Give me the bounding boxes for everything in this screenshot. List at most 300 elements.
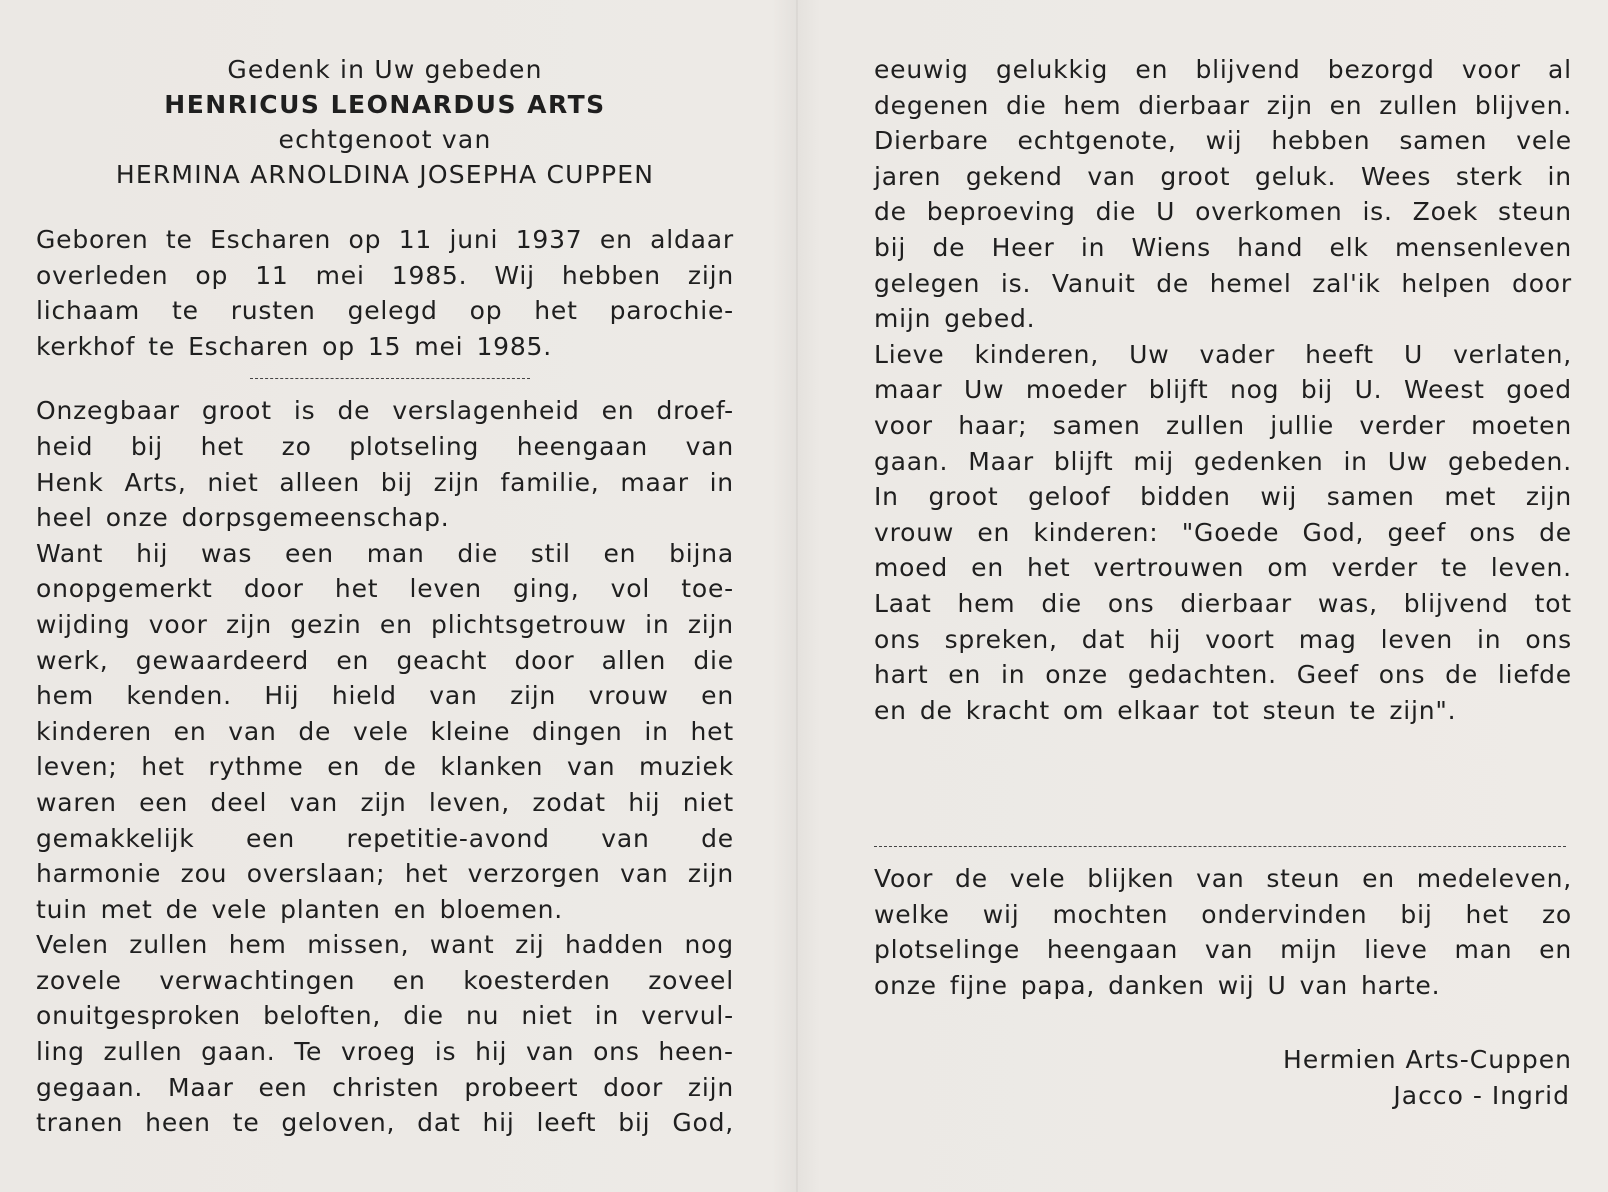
word: moeten	[1471, 410, 1572, 440]
word: voort	[1205, 624, 1275, 654]
text-line	[874, 968, 1572, 1004]
word: verder	[1331, 553, 1418, 583]
word: van	[228, 716, 277, 746]
word: gekend	[965, 161, 1063, 191]
word: want	[429, 930, 495, 960]
word: dierbaar	[1138, 90, 1250, 120]
word: leven	[1380, 624, 1453, 654]
word: en	[1362, 864, 1395, 894]
word: om	[1062, 695, 1105, 725]
word: groot	[1160, 161, 1231, 191]
word: te	[171, 296, 199, 326]
word: en	[392, 965, 426, 995]
word: juni	[449, 225, 499, 254]
word: God,	[672, 1108, 734, 1138]
word: wij	[1217, 971, 1255, 1001]
word: 15	[367, 331, 402, 361]
tribute-paragraph	[36, 393, 734, 1140]
word: niet	[521, 1001, 573, 1031]
text-line	[874, 586, 1572, 622]
word: man	[366, 538, 425, 568]
word: blijvend	[1403, 588, 1509, 618]
word: Dierbare	[874, 126, 989, 156]
word: deel	[210, 787, 268, 817]
word: 1937	[515, 225, 583, 254]
word: echtgenote,	[1017, 126, 1177, 156]
word: man	[1454, 935, 1513, 965]
word: Laat	[874, 588, 932, 618]
text-line	[874, 408, 1572, 444]
word: en	[379, 609, 413, 639]
word: hield	[331, 681, 397, 711]
word: van	[1299, 971, 1348, 1001]
word: planten	[280, 894, 381, 924]
birth-death-paragraph	[36, 222, 734, 364]
word: is.	[1000, 268, 1032, 298]
word: zijn	[687, 260, 734, 290]
text-line	[874, 897, 1572, 933]
word: van	[1087, 161, 1136, 191]
word: bij	[1300, 375, 1334, 405]
word: tot	[1212, 695, 1250, 725]
word: jaren	[874, 161, 942, 191]
word: die	[1095, 197, 1137, 227]
word: In	[874, 482, 899, 512]
word: op	[469, 296, 503, 326]
word: mijn	[874, 304, 932, 334]
word: harte.	[1360, 971, 1441, 1001]
text-line	[36, 465, 734, 501]
word: ling	[36, 1037, 85, 1067]
word: en	[327, 752, 361, 782]
word: Zoek	[1412, 197, 1479, 227]
text-line	[874, 515, 1572, 551]
word: steun	[1498, 197, 1572, 227]
word: mijn	[1280, 935, 1338, 965]
word: op	[322, 331, 355, 361]
word: 1985.	[476, 331, 553, 361]
word: Onzegbaar	[36, 396, 180, 426]
word: het	[534, 296, 578, 326]
word: Maar	[968, 446, 1034, 476]
word: in	[1080, 232, 1106, 262]
word: klanken	[440, 752, 544, 782]
thanks-paragraph	[874, 861, 1572, 1003]
text-line	[874, 194, 1572, 230]
word: en	[1135, 55, 1169, 84]
word: 11	[255, 260, 289, 290]
header-line-spouse-of: echtgenoot van	[278, 125, 492, 154]
word: aldaar	[650, 225, 734, 254]
word: plichtsgetrouw	[431, 609, 627, 639]
word: het	[1465, 899, 1509, 929]
word: dat	[1081, 624, 1126, 654]
word: onze	[1045, 660, 1109, 690]
word: leven;	[36, 752, 118, 782]
word: is.	[1362, 197, 1393, 227]
word: te	[232, 1108, 260, 1138]
word: ons	[1469, 517, 1516, 547]
word: God,	[1302, 517, 1365, 547]
spouse-name: HERMINA ARNOLDINA JOSEPHA CUPPEN	[115, 160, 655, 189]
word: Wij	[494, 260, 535, 290]
word: gelegen	[874, 268, 981, 298]
word: in	[1476, 624, 1502, 654]
left-dashed-divider	[250, 378, 530, 379]
word: en	[1539, 935, 1572, 965]
word: Geboren	[36, 225, 149, 254]
word: en	[948, 660, 982, 690]
word: onze	[105, 503, 169, 533]
word: mag	[1298, 624, 1357, 654]
word: welke	[874, 899, 950, 929]
word: zou	[180, 859, 228, 889]
word: vele	[353, 716, 409, 746]
text-line	[36, 821, 734, 857]
text-line	[36, 998, 734, 1034]
word: blijven.	[1474, 90, 1572, 120]
word: kleine	[430, 716, 511, 746]
word: gedenken	[1193, 446, 1324, 476]
word: ons	[1107, 588, 1155, 618]
word: Wiens	[1131, 232, 1211, 262]
word: een	[139, 787, 189, 817]
header-line-prayer: Gedenk in Uw gebeden	[227, 55, 543, 84]
word: mei	[414, 331, 464, 361]
word: vervul-	[641, 1001, 734, 1031]
word: maar	[620, 467, 689, 497]
word: vol	[610, 574, 651, 604]
word: Uw	[1387, 446, 1429, 476]
text-line	[36, 785, 734, 821]
word: elkaar	[1117, 695, 1200, 725]
text-line	[36, 393, 734, 429]
word: het	[404, 859, 449, 889]
word: steun	[1262, 695, 1337, 725]
word: Maar	[167, 1072, 234, 1102]
text-line	[874, 444, 1572, 480]
word: Escharen	[188, 331, 310, 361]
word: degenen	[874, 90, 990, 120]
word: goed	[1506, 375, 1572, 405]
word: gelukkig	[995, 55, 1109, 84]
word: danken	[1108, 971, 1205, 1001]
word: in	[645, 609, 670, 639]
word: moeder	[1025, 375, 1128, 405]
word: om	[1267, 553, 1309, 583]
word: zovele	[36, 965, 122, 995]
word: hij	[628, 787, 661, 817]
word: probeert	[464, 1072, 579, 1102]
word: geluk.	[1255, 161, 1337, 191]
word: zijn".	[1389, 695, 1457, 725]
word: en	[971, 553, 1004, 583]
word: en	[601, 396, 635, 426]
word: hem	[1063, 90, 1122, 120]
word: christen	[332, 1072, 440, 1102]
word: tuin	[36, 894, 88, 924]
word: groot	[928, 482, 999, 512]
text-line	[36, 1070, 734, 1106]
word: lichaam	[36, 296, 141, 326]
text-line	[874, 622, 1572, 658]
word: bij	[618, 1108, 651, 1138]
word: op	[348, 225, 382, 254]
word: het	[690, 716, 734, 746]
text-line	[36, 500, 734, 536]
text-line	[36, 607, 734, 643]
word: de	[337, 396, 371, 426]
word: Velen	[36, 930, 109, 960]
word: Voor	[874, 864, 934, 894]
text-line	[36, 927, 734, 963]
word: zijn	[1266, 90, 1313, 120]
word: was	[200, 538, 253, 568]
word: door	[514, 645, 575, 675]
word: vele	[1009, 864, 1066, 894]
word: hem	[957, 588, 1016, 618]
word: ons	[1378, 660, 1426, 690]
word: dingen	[532, 716, 623, 746]
word: de	[701, 823, 734, 853]
text-line	[36, 293, 734, 329]
text-line	[874, 479, 1572, 515]
word: dierbaar	[1180, 588, 1292, 618]
text-line	[874, 657, 1572, 693]
word: zal'ik	[1312, 268, 1381, 298]
word: in	[1547, 161, 1572, 191]
word: hand	[1237, 232, 1304, 262]
word: en	[393, 894, 427, 924]
word: voor	[1461, 55, 1521, 84]
word: de	[383, 752, 417, 782]
text-line	[36, 429, 734, 465]
word: te	[148, 331, 176, 361]
word: onze	[874, 971, 937, 1001]
word: van	[685, 431, 734, 461]
word: gewaardeerd	[135, 645, 310, 675]
word: in	[709, 467, 734, 497]
word: spreken,	[944, 624, 1058, 654]
word: verlaten,	[1453, 339, 1572, 369]
word: bij	[1400, 899, 1433, 929]
word: bij	[130, 431, 164, 461]
word: leeft	[536, 1108, 597, 1138]
word: geef	[1387, 517, 1447, 547]
word: verslagenheid	[392, 396, 580, 426]
word: eeuwig	[874, 55, 969, 84]
word: gebeden.	[1448, 446, 1572, 476]
word: is	[434, 1037, 457, 1067]
word: heengaan	[1046, 935, 1179, 965]
word: vele	[1516, 126, 1572, 156]
word: Lieve	[874, 339, 945, 369]
word: 11	[398, 225, 433, 254]
word: ging,	[513, 574, 580, 604]
word: heengaan	[516, 431, 649, 461]
text-line	[36, 1105, 734, 1141]
word: hemel	[1209, 268, 1292, 298]
word: mij	[1133, 446, 1175, 476]
word: "Goede	[1181, 517, 1280, 547]
word: geloven,	[281, 1108, 396, 1138]
word: vertrouwen	[1093, 553, 1245, 583]
word: blijken	[1087, 864, 1175, 894]
word: Arts,	[124, 467, 187, 497]
word: verzorgen	[467, 859, 601, 889]
word: een	[284, 538, 334, 568]
word: moed	[874, 553, 949, 583]
word: van	[429, 681, 478, 711]
word: kinderen:	[1033, 517, 1159, 547]
word: en	[1329, 90, 1363, 120]
word: hij	[482, 1108, 515, 1138]
text-line	[36, 892, 734, 928]
word: zijn	[687, 859, 734, 889]
text-line	[36, 714, 734, 750]
word: Hij	[264, 681, 300, 711]
word: kinderen,	[974, 339, 1100, 369]
text-line	[874, 266, 1572, 302]
word: de	[298, 716, 332, 746]
word: vrouw	[588, 681, 669, 711]
text-line	[874, 337, 1572, 373]
word: gaan.	[201, 1037, 276, 1067]
word: niet	[207, 467, 259, 497]
word: van	[525, 1037, 575, 1067]
word: hebben	[561, 260, 661, 290]
word: die	[693, 645, 734, 675]
word: gezin	[290, 609, 362, 639]
word: zo	[1541, 899, 1572, 929]
word: waren	[36, 787, 117, 817]
word: gaan.	[874, 446, 949, 476]
word: U	[1267, 971, 1287, 1001]
word: onopgemerkt	[36, 574, 213, 604]
word: zijn	[687, 1072, 734, 1102]
word: bijna	[669, 538, 734, 568]
word: Te	[294, 1037, 323, 1067]
word: het	[1027, 553, 1071, 583]
text-line	[36, 222, 734, 258]
word: de	[919, 695, 953, 725]
word: wijding	[36, 609, 131, 639]
word: de	[1445, 660, 1479, 690]
word: zij	[515, 930, 545, 960]
word: van	[289, 787, 339, 817]
word: tot	[1534, 588, 1572, 618]
word: een	[245, 823, 295, 853]
word: medeleven,	[1416, 864, 1572, 894]
word: en	[603, 538, 637, 568]
word: parochie-	[609, 296, 734, 326]
deceased-name: HENRICUS LEONARDUS ARTS	[164, 90, 606, 119]
word: heen-	[658, 1037, 734, 1067]
word: heeft	[1305, 339, 1374, 369]
word: vader	[1199, 339, 1276, 369]
word: zijn	[510, 681, 557, 711]
text-line	[36, 536, 734, 572]
text-line	[874, 230, 1572, 266]
word: in	[644, 716, 669, 746]
word: overslaan;	[246, 859, 386, 889]
word: hij	[1149, 624, 1182, 654]
word: kenden.	[126, 681, 232, 711]
word: Escharen	[210, 225, 332, 254]
word: stil	[530, 538, 571, 568]
word: koesterden	[463, 965, 611, 995]
text-line	[874, 123, 1572, 159]
word: harmonie	[36, 859, 162, 889]
word: van	[1196, 864, 1245, 894]
word: in	[1343, 446, 1368, 476]
left-page	[36, 52, 734, 1141]
word: Vanuit	[1051, 268, 1136, 298]
word: samen	[1052, 410, 1141, 440]
word: werk,	[36, 645, 109, 675]
word: wij	[1260, 482, 1298, 512]
text-line	[874, 932, 1572, 968]
word: toe-	[681, 574, 734, 604]
text-line	[36, 678, 734, 714]
word: leven,	[428, 787, 511, 817]
word: 1985.	[391, 260, 468, 290]
word: een	[258, 1072, 308, 1102]
word: die	[457, 538, 499, 568]
word: hem	[228, 930, 287, 960]
word: en	[874, 695, 907, 725]
word: te	[165, 225, 193, 254]
word: door	[1512, 268, 1572, 298]
word: van	[601, 823, 650, 853]
word: plotseling	[349, 431, 480, 461]
word: blijft	[1148, 375, 1209, 405]
text-line	[874, 693, 1572, 729]
word: liefde	[1497, 660, 1572, 690]
word: heel	[36, 503, 93, 533]
word: zoveel	[648, 965, 734, 995]
word: op	[195, 260, 229, 290]
text-line	[874, 88, 1572, 124]
word: leven	[409, 574, 482, 604]
word: de	[955, 864, 988, 894]
farewell-paragraph	[874, 52, 1572, 728]
word: van	[567, 752, 616, 782]
word: met	[100, 894, 153, 924]
word: blijft	[1053, 446, 1114, 476]
text-line	[874, 301, 1572, 337]
word: familie,	[500, 467, 600, 497]
word: is	[293, 396, 316, 426]
word: het	[334, 574, 379, 604]
word: onuitgesproken	[36, 1001, 241, 1031]
word: hadden	[565, 930, 664, 960]
word: zullen	[1166, 410, 1245, 440]
text-line	[874, 550, 1572, 586]
word: elk	[1329, 232, 1369, 262]
word: haar;	[958, 410, 1028, 440]
word: voor	[874, 410, 933, 440]
word: in	[1000, 660, 1026, 690]
word: hebben	[1271, 126, 1371, 156]
word: alleen	[279, 467, 360, 497]
signature-name: Hermien Arts-Cuppen	[1283, 1044, 1572, 1074]
word: samen	[1326, 482, 1415, 512]
text-line	[36, 963, 734, 999]
word: verder	[1359, 410, 1446, 440]
text-line	[36, 749, 734, 785]
word: sterk	[1455, 161, 1523, 191]
